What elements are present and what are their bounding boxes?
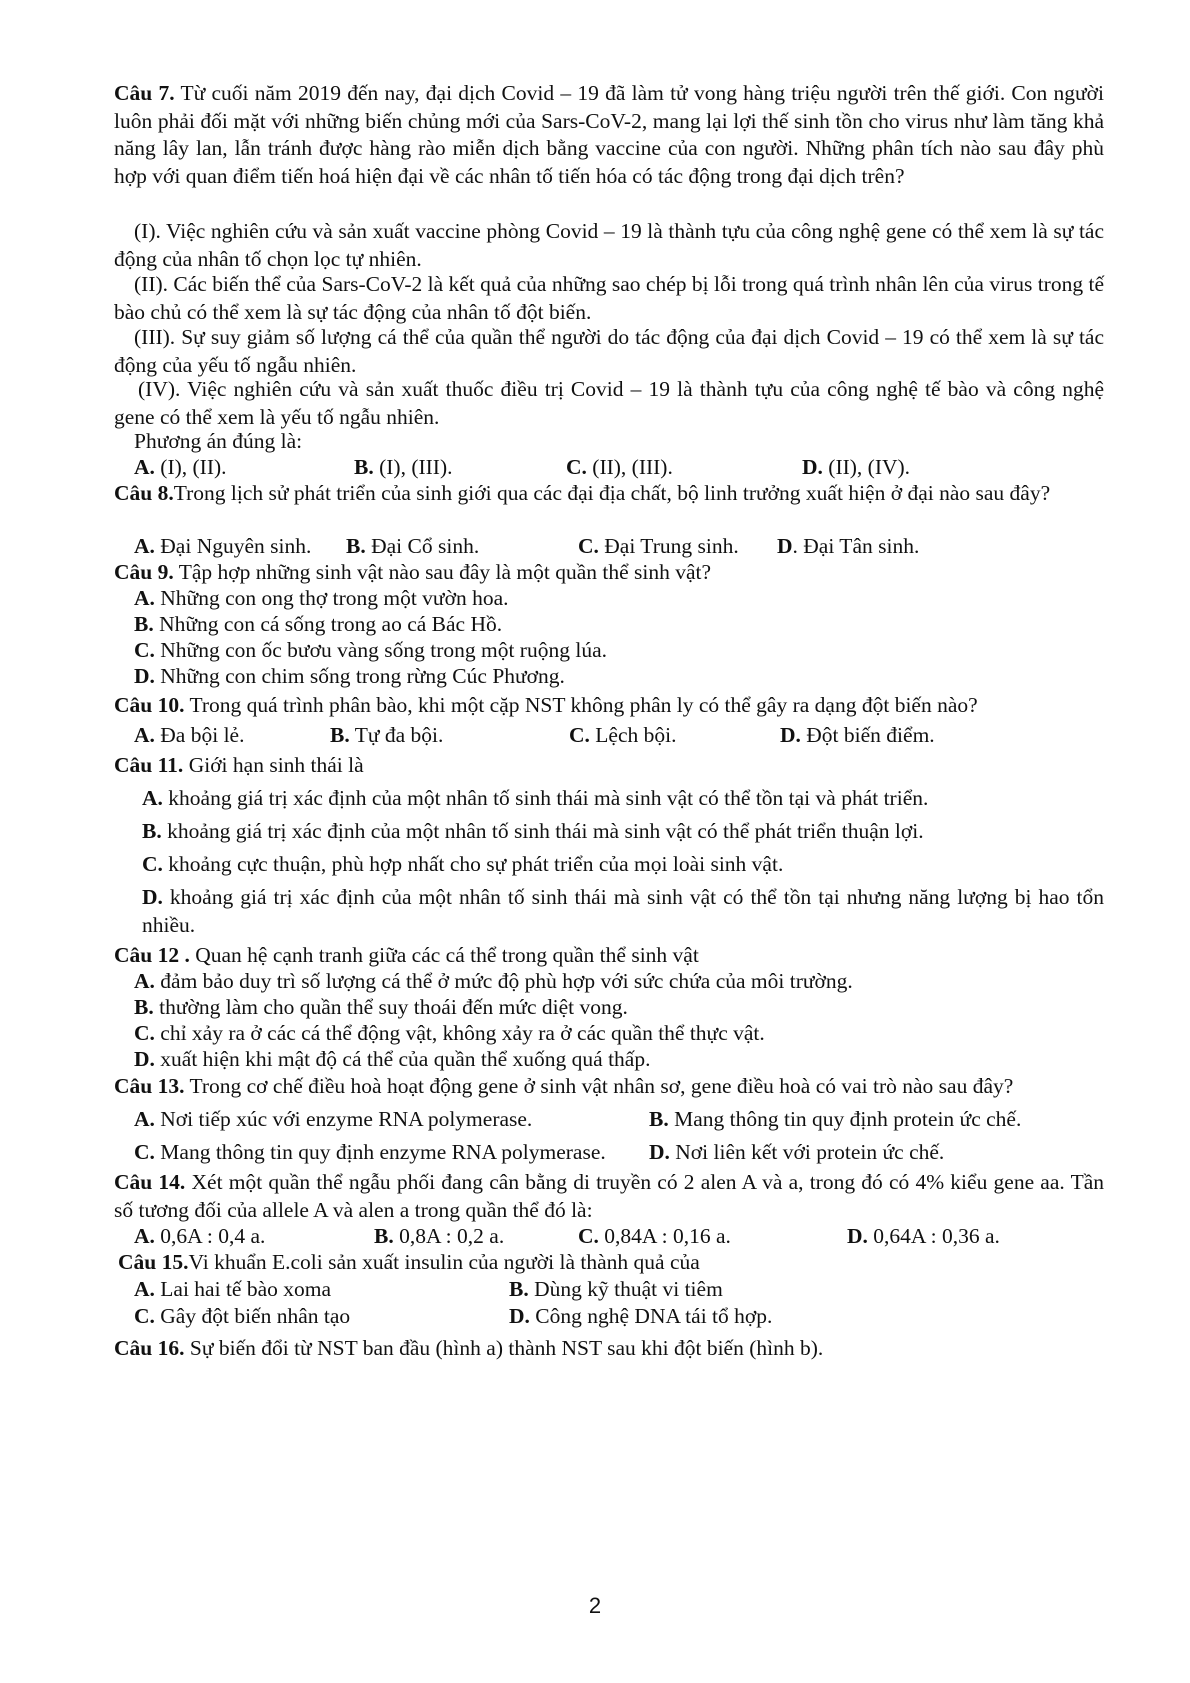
option-d[interactable]: D. 0,64A : 0,36 a.: [847, 1224, 1000, 1248]
question-7-stem: [114, 80, 1104, 190]
question-number: Câu 12 .: [114, 943, 190, 967]
option-b[interactable]: B. Những con cá sống trong ao cá Bác Hồ.: [134, 612, 503, 636]
option-d[interactable]: D. Đột biến điểm.: [780, 723, 935, 747]
option-a[interactable]: A. Đa bội lẻ.: [134, 723, 245, 747]
statement-iv: (IV). Việc nghiên cứu và sản xuất thuốc điều trị Covid – 19 là thành tựu của công nghệ tế bào và công nghệ gene có thể xem là yếu tố ngẫu nhiên.: [114, 377, 1104, 429]
option-c[interactable]: C. Mang thông tin quy định enzyme RNA polymerase.: [134, 1140, 606, 1164]
option-a[interactable]: A. 0,6A : 0,4 a.: [134, 1224, 266, 1248]
question-text: Xét một quần thể ngẫu phối đang cân bằng di truyền có 2 alen A và a, trong đó có 4% kiểu gene aa. Tần số tương đối của allele A và alen a trong quần thể đó là:: [114, 1170, 1104, 1222]
option-b[interactable]: B. Mang thông tin quy định protein ức chế.: [649, 1107, 1022, 1131]
option-a[interactable]: A. khoảng giá trị xác định của một nhân tố sinh thái mà sinh vật có thể tồn tại và phát triển.: [142, 786, 929, 810]
option-d[interactable]: D. Nơi liên kết với protein ức chế.: [649, 1140, 945, 1164]
question-number: Câu 7.: [114, 81, 175, 105]
question-number: Câu 15.: [118, 1250, 189, 1274]
question-8-stem: [114, 480, 1104, 508]
question-number: Câu 14.: [114, 1170, 186, 1194]
statement-ii: (II). Các biến thể của Sars-CoV-2 là kết quả của những sao chép bị lỗi trong quá trình nhân lên của virus trong tế bào chủ có thể xem là sự tác động của nhân tố đột biến.: [114, 272, 1104, 324]
option-c[interactable]: C. Những con ốc bươu vàng sống trong một ruộng lúa.: [134, 638, 607, 662]
option-a[interactable]: A. Đại Nguyên sinh.: [134, 534, 312, 558]
option-d[interactable]: D. (II), (IV).: [802, 455, 911, 479]
option-a[interactable]: A. Nơi tiếp xúc với enzyme RNA polymerase.: [134, 1107, 533, 1131]
statement-iii: (III). Sự suy giảm số lượng cá thể của quần thể người do tác động của đại dịch Covid – 19 có thể xem là sự tác động của yếu tố ngẫu nhiên.: [114, 325, 1104, 377]
question-text: Giới hạn sinh thái là: [183, 753, 364, 777]
option-a[interactable]: A. đảm bảo duy trì số lượng cá thể ở mức độ phù hợp với sức chứa của môi trường.: [134, 969, 853, 993]
question-15-stem: [114, 1249, 1108, 1277]
option-b[interactable]: B. Đại Cổ sinh.: [346, 534, 480, 558]
question-text: Từ cuối năm 2019 đến nay, đại dịch Covid – 19 đã làm tử vong hàng triệu người trên thế giới. Con người luôn phải đối mặt với những biến chủng mới của Sars-CoV-2, mang lại lợi thế sinh tồn cho virus như làm tăng khả năng lây lan, lẫn tránh được hàng rào miễn dịch bằng vaccine của con người. Những phân tích nào sau đây phù hợp với quan điểm tiến hoá hiện đại về các nhân tố tiến hóa có tác động trong đại dịch trên?: [114, 81, 1105, 188]
option-d[interactable]: D. xuất hiện khi mật độ cá thể của quần thể xuống quá thấp.: [134, 1047, 651, 1071]
option-b[interactable]: B. (I), (III).: [354, 455, 453, 479]
question-number: Câu 10.: [114, 693, 185, 717]
question-7-options: [114, 454, 1104, 482]
option-d[interactable]: D. Những con chim sống trong rừng Cúc Phương.: [134, 664, 565, 688]
option-d[interactable]: D. khoảng giá trị xác định của một nhân tố sinh thái mà sinh vật có thể tồn tại nhưng năng lượng bị hao tổn nhiều.: [142, 885, 1104, 937]
answer-prompt: Phương án đúng là:: [134, 429, 303, 453]
question-text: Trong lịch sử phát triển của sinh giới qua các đại địa chất, bộ linh trưởng xuất hiện ở đại nào sau đây?: [173, 481, 1051, 505]
option-c[interactable]: C. (II), (III).: [566, 455, 673, 479]
option-c[interactable]: C. chỉ xảy ra ở các cá thể động vật, không xảy ra ở các quần thể thực vật.: [134, 1021, 765, 1045]
question-number: Câu 16.: [114, 1336, 185, 1360]
option-c[interactable]: C. 0,84A : 0,16 a.: [578, 1224, 731, 1248]
question-12-stem: [114, 942, 1104, 970]
question-14-stem: [114, 1169, 1104, 1224]
question-number: Câu 11.: [114, 753, 184, 777]
option-c[interactable]: C. Đại Trung sinh.: [578, 534, 739, 558]
option-b[interactable]: B. thường làm cho quần thể suy thoái đến mức diệt vong.: [134, 995, 628, 1019]
option-b[interactable]: B. Tự đa bội.: [330, 723, 444, 747]
question-13-options-row-1: [114, 1106, 1104, 1134]
option-c[interactable]: C. Lệch bội.: [569, 723, 677, 747]
option-b[interactable]: B. Dùng kỹ thuật vi tiêm: [509, 1277, 723, 1301]
question-16-stem: [114, 1335, 1104, 1363]
question-11-stem: [114, 752, 1104, 780]
question-14-options: [114, 1223, 1104, 1251]
page-number: 2: [588, 1593, 602, 1618]
question-10-stem: [114, 692, 1104, 720]
question-text: Sự biến đổi từ NST ban đầu (hình a) thành NST sau khi đột biến (hình b).: [184, 1336, 824, 1360]
option-c[interactable]: C. khoảng cực thuận, phù hợp nhất cho sự phát triển của mọi loài sinh vật.: [142, 852, 784, 876]
option-a[interactable]: A. (I), (II).: [134, 455, 227, 479]
option-a[interactable]: A. Những con ong thợ trong một vườn hoa.: [134, 586, 509, 610]
question-number: Câu 9.: [114, 560, 174, 584]
question-text: Trong quá trình phân bào, khi một cặp NST không phân ly có thể gây ra dạng đột biến nào?: [184, 693, 978, 717]
option-a[interactable]: A. Lai hai tế bào xoma: [134, 1277, 332, 1301]
question-13-options-row-2: [114, 1139, 1104, 1167]
question-15-options-row-2: [114, 1303, 1104, 1331]
question-number: Câu 13.: [114, 1074, 185, 1098]
option-d[interactable]: D. Công nghệ DNA tái tổ hợp.: [509, 1304, 773, 1328]
option-d[interactable]: D. Đại Tân sinh.: [777, 534, 920, 558]
question-text: Tập hợp những sinh vật nào sau đây là một quần thể sinh vật?: [173, 560, 712, 584]
option-b[interactable]: B. 0,8A : 0,2 a.: [374, 1224, 505, 1248]
question-15-options-row-1: [114, 1276, 1104, 1304]
question-9-stem: [114, 559, 1104, 587]
question-text: Vi khuẩn E.coli sản xuất insulin của người là thành quả của: [188, 1250, 700, 1274]
question-number: Câu 8.: [114, 481, 174, 505]
question-text: Trong cơ chế điều hoà hoạt động gene ở sinh vật nhân sơ, gene điều hoà có vai trò nào sau đây?: [184, 1074, 1014, 1098]
question-13-stem: [114, 1073, 1104, 1101]
question-text: Quan hệ cạnh tranh giữa các cá thể trong quần thể sinh vật: [189, 943, 699, 967]
option-c[interactable]: C. Gây đột biến nhân tạo: [134, 1304, 351, 1328]
option-b[interactable]: B. khoảng giá trị xác định của một nhân tố sinh thái mà sinh vật có thể phát triển thuận lợi.: [142, 819, 924, 843]
question-10-options: [114, 722, 1104, 750]
question-8-options: [114, 533, 1104, 561]
statement-i: (I). Việc nghiên cứu và sản xuất vaccine phòng Covid – 19 là thành tựu của công nghệ gene có thể xem là sự tác động của nhân tố chọn lọc tự nhiên.: [114, 219, 1104, 271]
